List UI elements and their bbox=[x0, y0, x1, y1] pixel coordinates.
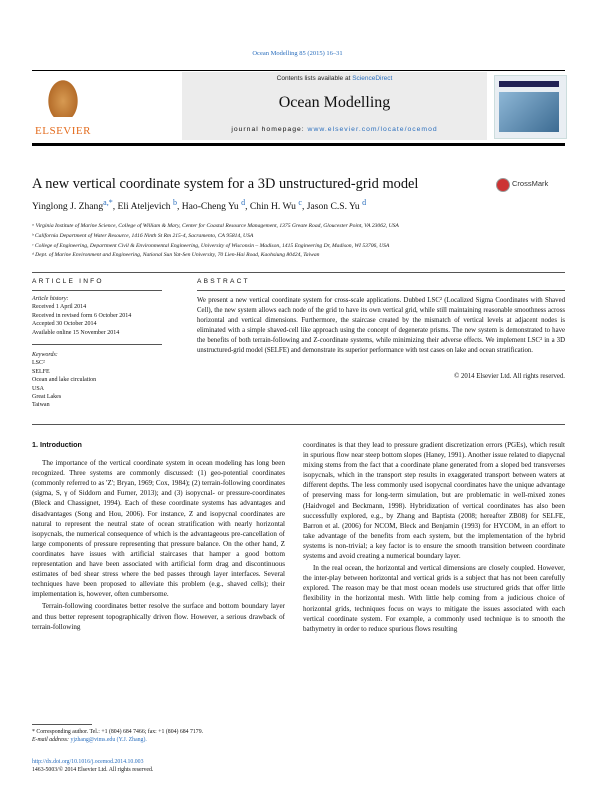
contents-line bbox=[182, 75, 487, 82]
footnote-divider bbox=[32, 724, 92, 725]
keyword: USA bbox=[32, 385, 45, 392]
affiliation: ᵈ Dept. of Marine Environment and Engineering, National Sun Yat-Sen University, 70 Lien-Hai Road, Kaohsiung 80424, Taiwan bbox=[32, 252, 320, 259]
divider bbox=[32, 290, 162, 291]
affiliation: ᵇ California Department of Water Resource, 1416 Ninth St Rm 215-4, Sacramento, CA 95814, USA bbox=[32, 232, 254, 239]
contents-prefix: Contents lists available at bbox=[276, 75, 351, 82]
keywords-label: Keywords: bbox=[32, 352, 58, 358]
author-affil-link[interactable]: a,* bbox=[103, 198, 113, 207]
cover-title-bar bbox=[499, 81, 559, 87]
history-entry: Available online 15 November 2014 bbox=[32, 329, 120, 336]
article-history bbox=[32, 295, 162, 337]
abstract-text: We present a new vertical coordinate system for cross-scale applications. Dubbed LSC² (Localized Sigma Coordinates with Shaved Cell), the new system allows each node of the grid to have its own vertical grid, while still maintaining reasonable smoothness across horizontal and vertical dimensions. Furthermore, the staircase created by the mismatch of vertical levels at adjacent nodes is eliminated with a simple shaved-cell like approach using the concept of degenerate prisms. The new system is demonstrated to have the benefits of both terrain-following and Z-coordinate systems, while minimizing their adverse effects. We implement LSC² in a 3D unstructured-grid model (SELFE) and demonstrate its superior performance with test cases on lake and ocean stratification. bbox=[197, 297, 565, 355]
body-paragraph: Terrain-following coordinates better resolve the surface and bottom boundary layer and thus better represent topographically driven flow. However, a serious drawback of terrain-following bbox=[32, 602, 285, 631]
abstract-heading: ABSTRACT bbox=[197, 278, 250, 285]
right-column bbox=[303, 440, 565, 636]
keyword: SELFE bbox=[32, 368, 50, 375]
keyword: LSC² bbox=[32, 360, 45, 367]
divider bbox=[32, 272, 565, 273]
author-name: Yinglong J. Zhang bbox=[32, 201, 104, 213]
keyword: Ocean and lake circulation bbox=[32, 377, 97, 384]
journal-banner bbox=[182, 72, 487, 140]
author-list: Yinglong J. Zhang$^{a,*}$, Eli Ateljevich $^b$, Hao-Cheng Yu $^d$, Chin H. Wu $^c$, Jason C.S. Yu $^d$ bbox=[32, 198, 367, 213]
corresponding-author: * Corresponding author. Tel.: +1 (804) 684 7466; fax: +1 (804) 684 7179. bbox=[32, 729, 204, 735]
crossmark-button[interactable] bbox=[496, 178, 566, 192]
history-label: Article history: bbox=[32, 296, 69, 302]
crossmark-label: CrossMark bbox=[512, 179, 549, 188]
history-entry: Accepted 30 October 2014 bbox=[32, 321, 97, 328]
body-paragraph: In the real ocean, the horizontal and vertical dimensions are closely coupled. However, the inter-play between horizontal and vertical grids is a subject that has not been carefully explored. The reason may be that most ocean models use structured grids that offer little flexibility in the horizontal mesh. With little help coming from a judicious choice of horizontal grids, techniques focus on ways to mitigate the issues associated with each vertical coordinate system. For example, a commonly used technique is to smooth the bathymetry in order to reduce spurious flows resulting bbox=[303, 564, 565, 633]
journal-masthead bbox=[32, 70, 565, 146]
keyword: Great Lakes bbox=[32, 394, 62, 401]
body-paragraph: The importance of the vertical coordinate system in ocean modeling has long been recognized. Three systems are commonly discussed: (1) geo-potential coordinates (commonly referred to as 'Z'; Bryan, 1969; Cox, 1984); (2) terrain-following coordinates (sigma, S, γ of Siddorn and Furner, 2013); and (3) isopycnal- or pressure-coordinates (Bleck and Chassignet, 1994). Each of these coordinate systems has advantages and disadvantages (Song and Hou, 2006). For instance, Z and isopycnal coordinates are natural to represent the neutral state of ocean stratification with nearly horizontal isopycnals, the numerical consequence of which is the advantageous pre-cancellation of large components of pressure representing that pressure balance. On the other hand, Z coordinates have issues with artificial staircases that hamper a good bottom representation and have been associated with artificial form drag and discontinuous estimates of bed shear stress where the bed passes through layer interfaces. Several techniques have been proposed to alleviate this problem (e.g., shaved cells); their implementation is, however, often cumbersome. bbox=[32, 459, 285, 599]
sciencedirect-link[interactable]: ScienceDirect bbox=[352, 75, 393, 82]
issn-line: 1463-5003/© 2014 Elsevier Ltd. All rights reserved. bbox=[32, 767, 154, 773]
author-affil-link[interactable]: d bbox=[241, 198, 246, 207]
cover-picture bbox=[499, 92, 559, 132]
crossmark-icon bbox=[496, 178, 510, 192]
author-name: Eli Ateljevich bbox=[117, 201, 171, 213]
history-entry: Received in revised form 6 October 2014 bbox=[32, 312, 132, 319]
article-title: A new vertical coordinate system for a 3D unstructured-grid model bbox=[32, 176, 419, 192]
keyword: Taiwan bbox=[32, 402, 50, 409]
divider bbox=[32, 424, 565, 425]
elsevier-logo bbox=[32, 75, 92, 137]
email-label: E-mail address: bbox=[32, 737, 69, 743]
affiliation: ᵃ Virginia Institute of Marine Science, College of William & Mary, Center for Coastal Resource Management, 1375 Greate Road, Gloucester Point, VA 23062, USA bbox=[32, 223, 399, 229]
author-affil-link[interactable]: b bbox=[172, 198, 177, 207]
keywords bbox=[32, 351, 162, 410]
history-entry: Received 1 April 2014 bbox=[32, 304, 87, 311]
divider bbox=[32, 344, 162, 345]
author-affil-link[interactable]: c bbox=[298, 198, 302, 207]
left-column bbox=[32, 440, 285, 634]
author-name: Chin H. Wu bbox=[249, 201, 296, 213]
author-name: Jason C.S. Yu bbox=[306, 201, 360, 213]
affiliation: ᶜ College of Engineering, Department Civil & Environmental Engineering, University of Wisconsin – Madison, 1415 Engineering Dr, Madison, WI 53706, USA bbox=[32, 242, 390, 249]
journal-reference[interactable]: Ocean Modelling 85 (2015) 16–31 bbox=[252, 50, 343, 57]
author-affil-link[interactable]: d bbox=[362, 198, 367, 207]
affiliations bbox=[32, 222, 565, 261]
email-line bbox=[32, 736, 282, 744]
body-paragraph: coordinates is that they lead to pressure gradient discretization errors (PGEs), which result in spurious flow near steep bottom slopes (Haney, 1991). Another issue related to diapycnal mixing stems from the fact that a coordinate plane generated from a sloped bed transverses isopycnals, which in the transport step results in exaggerated transport between waters at different depths. The less commonly used isopycnal coordinates have the unique advantage of preserving mass for long-term simulation, but are problematic in well-mixed zones (Haidvogel and Beckmann, 1998). Hybridization of vertical coordinates has also been successfully explored, e.g., by Zhang and Baptista (2008; hereafter ZB08) for SELFE, Barron et al. (2006) for NCOM, Bleck and Benjamin (1993) for HYCOM, in an effort to take advantage of the benefits from each system, but the implementation of the hybrid systems is non-trivial; a key factor is to ensure the smooth transition between coordinate systems and avoid creating a numerical boundary layer. bbox=[303, 441, 565, 561]
author-name: Hao-Cheng Yu bbox=[181, 201, 239, 213]
page-footer bbox=[32, 758, 292, 774]
elsevier-tree-icon bbox=[46, 77, 80, 117]
article-info-heading: ARTICLE INFO bbox=[32, 278, 104, 285]
divider bbox=[197, 290, 565, 291]
footnote bbox=[32, 728, 282, 744]
homepage-line bbox=[182, 126, 487, 133]
email-link[interactable]: yjzhang@vims.edu (Y.J. Zhang). bbox=[70, 737, 147, 743]
homepage-link[interactable]: www.elsevier.com/locate/ocemod bbox=[307, 126, 438, 133]
publisher-name: ELSEVIER bbox=[35, 125, 91, 137]
doi-link[interactable]: http://dx.doi.org/10.1016/j.ocemod.2014.10.003 bbox=[32, 759, 144, 765]
abstract-copyright: © 2014 Elsevier Ltd. All rights reserved. bbox=[454, 373, 565, 380]
section-heading: 1. Introduction bbox=[32, 440, 82, 449]
homepage-prefix: journal homepage: bbox=[231, 126, 305, 133]
journal-cover-image bbox=[494, 75, 567, 139]
journal-title: Ocean Modelling bbox=[278, 94, 391, 111]
